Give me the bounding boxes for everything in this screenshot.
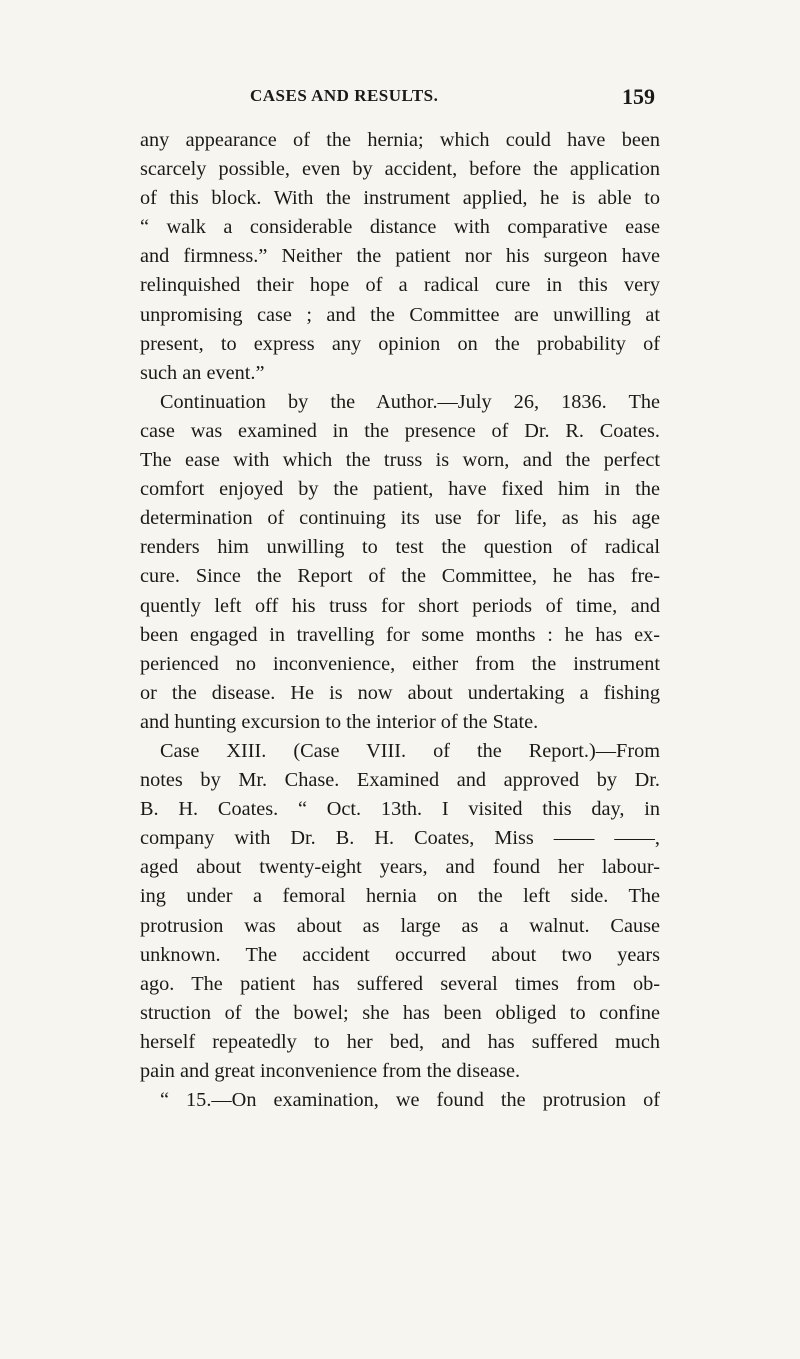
text-line: Case XIII. (Case VIII. of the Report.)—From	[160, 739, 660, 762]
text-line: perienced no inconvenience, either from the instrument	[140, 652, 660, 675]
text-line: been engaged in travelling for some months : he has ex-	[140, 623, 660, 646]
text-line: cure. Since the Report of the Committee, he has fre-	[140, 565, 660, 588]
text-line: case was examined in the presence of Dr. R. Coates.	[140, 419, 660, 442]
text-line: notes by Mr. Chase. Examined and approved by Dr.	[140, 769, 660, 792]
text-line: aged about twenty-eight years, and found her labour-	[140, 856, 660, 879]
text-line: determination of continuing its use for life, as his age	[140, 507, 660, 530]
text-line: and hunting excursion to the interior of the State.	[140, 710, 539, 733]
text-line: struction of the bowel; she has been obliged to confine	[140, 1001, 660, 1024]
text-line: or the disease. He is now about undertaking a fishing	[140, 681, 660, 704]
text-line: unpromising case ; and the Committee are unwilling at	[140, 303, 660, 326]
text-line: The ease with which the truss is worn, and the perfect	[140, 449, 660, 472]
text-line: pain and great inconvenience from the disease.	[140, 1060, 521, 1082]
text-line: “ walk a considerable distance with comparative ease	[140, 216, 660, 239]
text-line: Continuation by the Author.—July 26, 1836. The	[160, 390, 660, 413]
text-line: herself repeatedly to her bed, and has suffered much	[140, 1030, 660, 1053]
text-line: such an event.”	[140, 361, 265, 384]
text-line: present, to express any opinion on the probability of	[140, 332, 660, 355]
running-title: CASES AND RESULTS.	[250, 86, 439, 105]
text-line: company with Dr. B. H. Coates, Miss —— ——,	[140, 827, 660, 850]
text-line: renders him unwilling to test the question of radical	[140, 536, 660, 559]
text-line: and firmness.” Neither the patient nor his surgeon have	[140, 245, 660, 268]
page-number: 159	[622, 84, 655, 109]
text-line: comfort enjoyed by the patient, have fixed him in the	[140, 478, 660, 501]
running-head	[250, 84, 655, 110]
text-line: of this block. With the instrument applied, he is able to	[140, 187, 660, 210]
text-line: unknown. The accident occurred about two years	[140, 943, 660, 966]
text-line: scarcely possible, even by accident, before the application	[140, 158, 660, 181]
text-line: quently left off his truss for short periods of time, and	[140, 594, 660, 617]
body-text	[140, 126, 660, 1115]
text-line: B. H. Coates. “ Oct. 13th. I visited this day, in	[140, 798, 660, 821]
text-line: protrusion was about as large as a walnut. Cause	[140, 914, 660, 937]
text-line: any appearance of the hernia; which could have been	[140, 129, 660, 151]
text-line: “ 15.—On examination, we found the protrusion of	[160, 1089, 660, 1112]
text-line: ing under a femoral hernia on the left side. The	[140, 885, 660, 908]
text-line: ago. The patient has suffered several times from ob-	[140, 972, 660, 995]
text-line: relinquished their hope of a radical cure in this very	[140, 274, 660, 297]
